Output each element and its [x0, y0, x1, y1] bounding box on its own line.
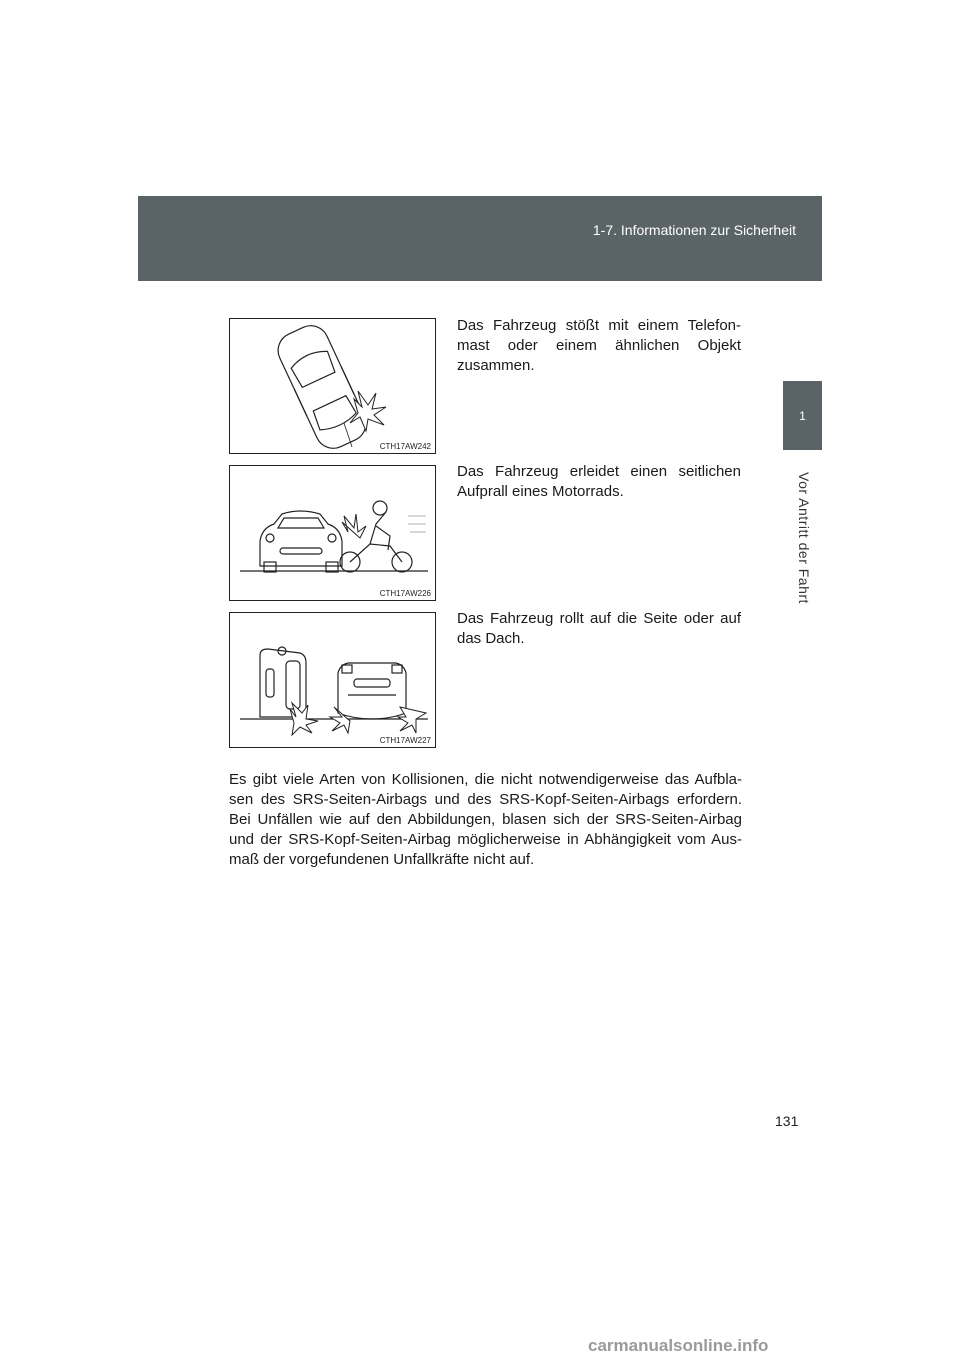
figure-rollover: [229, 612, 436, 748]
section-title: 1-7. Informationen zur Sicherheit: [592, 222, 796, 238]
body-paragraph: Es gibt viele Arten von Kollisionen, die nicht notwendigerweise das Aufbla-sen des SRS-Seiten-Airbags und des SRS-Kopf-Seiten-Airbags erfordern. Bei Unfällen wie auf den Abbildungen, blasen sich der SRS-Seiten-Airbag und der SRS-Kopf-Seiten-Airbag möglicherweise in Abhängigkeit vom Aus-maß der vorgefundenen Unfallkräfte nicht auf.: [229, 771, 742, 868]
pole-collision-illustration: [230, 319, 437, 455]
chapter-title: Vor Antritt der Fahrt: [796, 472, 812, 604]
figure-code: CTH17AW226: [379, 589, 431, 598]
rollover-illustration: [230, 613, 437, 749]
section-header-band: [138, 196, 822, 281]
motorcycle-impact-illustration: [230, 466, 437, 602]
figure-caption: Das Fahrzeug stößt mit einem Telefon-mast oder einem ähnlichen Objekt zusammen.: [457, 317, 741, 374]
page-number: 131: [775, 1113, 799, 1129]
site-watermark: carmanualsonline.info: [588, 1336, 769, 1355]
figure-caption: Das Fahrzeug erleidet einen seitlichen Aufprall eines Motorrads.: [457, 463, 741, 500]
figure-pole-collision: [229, 318, 436, 454]
chapter-tab: [783, 381, 822, 450]
chapter-number: 1: [799, 409, 806, 423]
figure-motorcycle-impact: [229, 465, 436, 601]
figure-code: CTH17AW227: [379, 736, 431, 745]
figure-code: CTH17AW242: [379, 442, 431, 451]
figure-caption: Das Fahrzeug rollt auf die Seite oder auf das Dach.: [457, 610, 741, 647]
